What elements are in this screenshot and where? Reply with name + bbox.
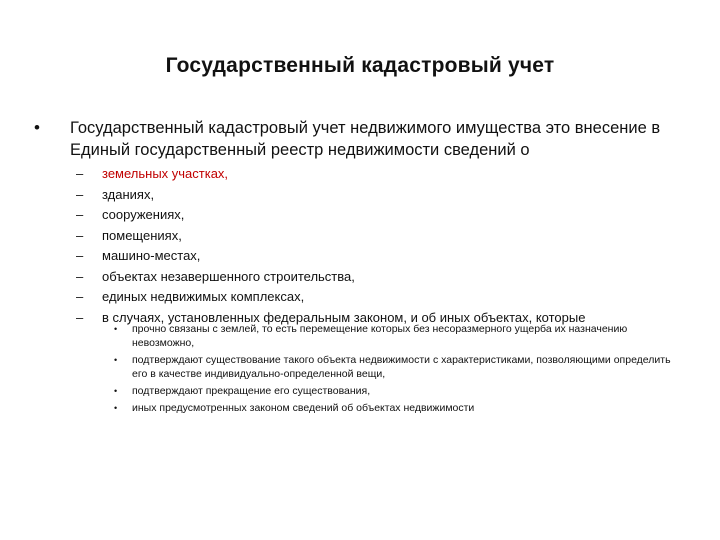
bullet-marker: • (114, 355, 118, 365)
dash-marker: – (76, 248, 84, 263)
dash-marker: – (76, 166, 84, 181)
list-item (76, 226, 696, 247)
condition-item-text: подтверждают прекращение его существования, (132, 385, 371, 397)
dash-marker: – (76, 207, 84, 222)
bullet-marker: • (114, 403, 118, 413)
list-item-text: в случаях, установленных федеральным законом, и об иных объектах, которые (102, 309, 586, 325)
condition-list (114, 322, 674, 418)
condition-item (114, 384, 674, 398)
dash-marker: – (76, 186, 84, 202)
list-item-text: земельных участках, (102, 166, 229, 181)
condition-item-text: подтверждают существование такого объекта недвижимости с характеристиками, позволяющими определить его в качестве индивидуально-определенной вещи, (132, 354, 671, 380)
slide-title: Государственный кадастровый учет (165, 54, 555, 77)
list-item-text: помещениях, (102, 227, 182, 243)
condition-item (114, 322, 674, 350)
object-list (76, 164, 696, 328)
bullet-marker: • (34, 118, 40, 137)
condition-item (114, 401, 674, 415)
list-item (76, 164, 696, 185)
list-item (76, 185, 696, 206)
dash-marker: – (76, 309, 84, 325)
condition-item-text: иных предусмотренных законом сведений об объектах недвижимости (132, 402, 475, 414)
dash-marker: – (76, 289, 84, 304)
bullet-marker: • (114, 324, 118, 334)
condition-item-text: прочно связаны с землей, то есть перемещение которых без несоразмерного ущерба их назначению невозможно, (132, 323, 628, 349)
dash-marker: – (76, 227, 84, 243)
list-item-text: зданиях, (102, 186, 155, 202)
condition-item (114, 353, 674, 381)
list-item (76, 267, 696, 288)
list-item-text: сооружениях, (102, 207, 185, 222)
main-bullet (34, 117, 694, 161)
main-bullet-text: Государственный кадастровый учет недвижимого имущества это внесение в Единый государственный реестр недвижимости сведений о (70, 119, 661, 159)
list-item-text: единых недвижимых комплексах, (102, 289, 305, 304)
list-item (76, 287, 696, 308)
list-item (76, 246, 696, 267)
dash-marker: – (76, 268, 84, 284)
bullet-marker: • (114, 386, 118, 396)
list-item-text: машино-местах, (102, 248, 201, 263)
list-item-text: объектах незавершенного строительства, (102, 268, 355, 284)
list-item (76, 205, 696, 226)
